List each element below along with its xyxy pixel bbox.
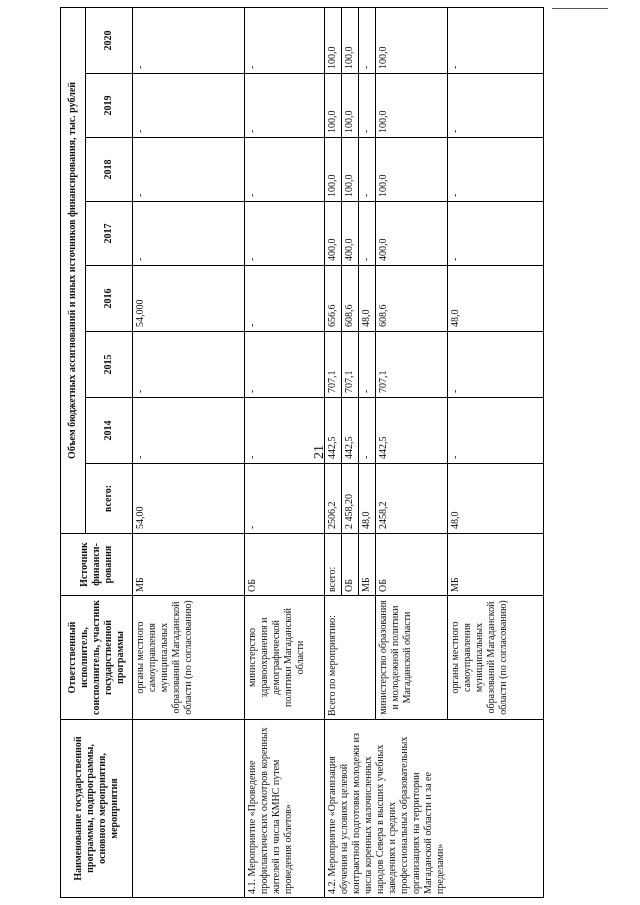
value-cell: - <box>133 138 245 202</box>
value-cell: 442,5 <box>342 398 359 464</box>
source-cell: ОБ <box>376 534 448 596</box>
value-cell: 608,6 <box>376 266 448 332</box>
source-cell: ОБ <box>245 534 325 596</box>
value-cell: - <box>245 138 325 202</box>
measure-name-cell: 4.2. Мероприятие «Организация обучения на условиях целевой контрактной подготовки молодежи из числа коренных малочисленных народов Севера в высших учебных заведениях и средних профессиональных образовательных организациях на территории Магаданской области и за ее пределами» <box>325 720 544 898</box>
total-label-cell: Всего по мероприятию: <box>325 596 376 720</box>
value-cell: - <box>133 74 245 138</box>
source-cell: МБ <box>448 534 544 596</box>
value-cell: - <box>359 398 376 464</box>
value-cell: 48,0 <box>448 464 544 534</box>
header-col-year: 2016 <box>86 266 133 332</box>
measure-name-cell <box>133 720 245 898</box>
value-cell: 54,00 <box>133 464 245 534</box>
value-cell: 2458,2 <box>376 464 448 534</box>
header-name: Наименование государственной программы, подпрограммы, основного мероприятия, мероприятия <box>61 720 133 898</box>
header-executor: Ответственный исполнитель, соисполнитель, участник государственной программы <box>61 596 133 720</box>
value-cell: 400,0 <box>325 202 342 266</box>
value-cell: - <box>448 7 544 73</box>
table-row <box>245 7 325 897</box>
value-cell: 100,0 <box>342 138 359 202</box>
page-number: 21 <box>312 445 327 459</box>
value-cell: 100,0 <box>325 7 342 73</box>
source-cell: МБ <box>359 534 376 596</box>
value-cell: 400,0 <box>376 202 448 266</box>
value-cell: - <box>448 74 544 138</box>
value-cell: - <box>448 138 544 202</box>
value-cell: 608,6 <box>342 266 359 332</box>
executor-cell: министерство здравоохранения и демографической политики Магаданской области <box>245 596 325 720</box>
value-cell: - <box>245 332 325 398</box>
value-cell: 48,0 <box>448 266 544 332</box>
value-cell: 100,0 <box>376 74 448 138</box>
value-cell: - <box>359 7 376 73</box>
value-cell: - <box>133 332 245 398</box>
financing-table <box>60 7 544 898</box>
executor-cell: министерство образования и молодежной политики Магаданской области <box>376 596 448 720</box>
header-volume: Объем бюджетных ассигнований и иных источников финансирования, тыс. рублей <box>61 7 86 533</box>
value-cell: 54,000 <box>133 266 245 332</box>
table-row <box>325 7 342 897</box>
value-cell: 442,5 <box>376 398 448 464</box>
value-cell: - <box>245 202 325 266</box>
value-cell: 2506,2 <box>325 464 342 534</box>
value-cell: 100,0 <box>342 7 359 73</box>
header-source: Источник финанси-рования <box>61 534 133 596</box>
value-cell: 100,0 <box>325 74 342 138</box>
header-col-year: 2018 <box>86 138 133 202</box>
header-col-year: 2020 <box>86 7 133 73</box>
header-col-year: 2019 <box>86 74 133 138</box>
value-cell: - <box>359 332 376 398</box>
value-cell: - <box>359 138 376 202</box>
value-cell: 707,1 <box>342 332 359 398</box>
value-cell: 656,6 <box>325 266 342 332</box>
value-cell: 707,1 <box>325 332 342 398</box>
header-col-year: 2015 <box>86 332 133 398</box>
header-col-year: 2014 <box>86 398 133 464</box>
rotated-page <box>60 8 540 898</box>
value-cell: - <box>245 7 325 73</box>
value-cell: - <box>448 398 544 464</box>
executor-cell: органы местного самоуправления муниципальных образований Магаданской области (по согласованию) <box>133 596 245 720</box>
value-cell: - <box>245 74 325 138</box>
header-col-year: 2017 <box>86 202 133 266</box>
executor-cell: органы местного самоуправления муниципальных образований Магаданской области (по согласованию) <box>448 596 544 720</box>
header-col-total: всего: <box>86 464 133 534</box>
value-cell: 100,0 <box>325 138 342 202</box>
value-cell: - <box>359 74 376 138</box>
measure-name-cell: 4.1. Мероприятие «Проведение профилактических осмотров коренных жителей из числа КМНС путем проведения облетов» <box>245 720 325 898</box>
value-cell: 48,0 <box>359 266 376 332</box>
value-cell: - <box>245 266 325 332</box>
value-cell: 442,5 <box>325 398 342 464</box>
value-cell: - <box>133 398 245 464</box>
table-row <box>133 7 245 897</box>
source-cell: ОБ <box>342 534 359 596</box>
source-cell: МБ <box>133 534 245 596</box>
value-cell: - <box>133 7 245 73</box>
source-cell: всего: <box>325 534 342 596</box>
value-cell: - <box>245 464 325 534</box>
value-cell: 100,0 <box>376 138 448 202</box>
value-cell: - <box>133 202 245 266</box>
value-cell: 400,0 <box>342 202 359 266</box>
value-cell: 2 458,20 <box>342 464 359 534</box>
value-cell: 48,0 <box>359 464 376 534</box>
scan-edge-line <box>552 8 608 9</box>
value-cell: 707,1 <box>376 332 448 398</box>
value-cell: - <box>448 202 544 266</box>
value-cell: 100,0 <box>376 7 448 73</box>
value-cell: 100,0 <box>342 74 359 138</box>
value-cell: - <box>448 332 544 398</box>
value-cell: - <box>245 398 325 464</box>
value-cell: - <box>359 202 376 266</box>
